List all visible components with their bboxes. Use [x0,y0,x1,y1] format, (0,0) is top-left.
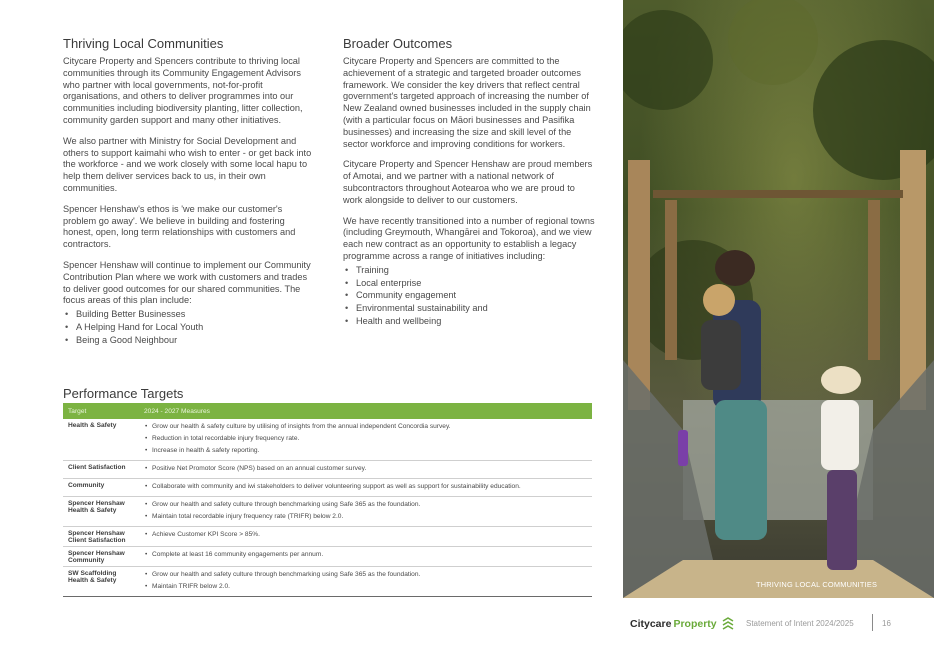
target-cell: Community [63,479,139,497]
table-row [63,497,592,527]
list-item: • Being a Good Neighbour [63,335,315,347]
photo-caption: THRIVING LOCAL COMMUNITIES [756,580,878,589]
list-item: • A Helping Hand for Local Youth [63,322,315,334]
list-item: • Health and wellbeing [343,316,595,328]
measure-item: • Grow our health and safety culture through benchmarking using Safe 365 as the foundation. [144,570,587,579]
measure-item: • Positive Net Promotor Score (NPS) based on an annual customer survey. [144,464,587,473]
measure-item: • Grow our health & safety culture by utilising of insights from the annual independent Concordia survey. [144,422,587,431]
measures-cell [139,479,592,497]
list-item: • Local enterprise [343,278,595,290]
target-cell: Health & Safety [63,419,139,461]
paragraph: We have recently transitioned into a number of regional towns (including Greymouth, Whangārei and Tokoroa), and we view each new contract as an opportunity to establish a legacy programme across a range of initiatives including: [343,215,595,261]
table-row [63,419,592,461]
measures-cell [139,497,592,527]
section-heading: Broader Outcomes [343,36,453,51]
measure-item: • Maintain total recordable injury frequency rate (TRIFR) below 2.0. [144,512,587,521]
logo-text-citycare: Citycare [630,618,672,630]
list-item: • Community engagement [343,290,595,302]
measures-cell [139,567,592,597]
table-header-row [63,403,592,419]
table-row [63,479,592,497]
target-cell: Client Satisfaction [63,461,139,479]
table-row [63,527,592,547]
photo-illustration [623,0,934,598]
page-number: 16 [882,619,891,628]
measure-item: • Complete at least 16 community engagements per annum. [144,550,587,559]
paragraph: Spencer Henshaw will continue to implement our Community Contribution Plan where we work with customers and trades to deliver good outcomes for our shared communities. The focus areas of this plan include: [63,259,311,306]
table-row [63,461,592,479]
table-row [63,547,592,567]
broader-outcomes-section [343,36,595,329]
footer-divider [872,614,873,631]
target-cell: Spencer Henshaw Client Satisfaction [63,527,139,547]
community-photo [623,0,934,598]
measure-item: • Increase in health & safety reporting. [144,446,587,455]
table-row [63,567,592,597]
measure-item: • Maintain TRIFR below 2.0. [144,582,587,591]
list-item: • Building Better Businesses [63,309,315,321]
thriving-communities-section [63,36,315,348]
paragraph: Citycare Property and Spencers contribute to thriving local communities through its Community Engagement Advisors who partner with local governments, not-for-profit organisations, and others to deliver programmes into our communities including biodiversity planting, litter collection, community garden support and many other initiatives. [63,56,303,125]
measure-item: • Collaborate with community and iwi stakeholders to deliver volunteering support as well as support for sustainability education. [144,482,587,491]
performance-targets-table [63,403,592,597]
paragraph: We also partner with Ministry for Social Development and others to support kaimahi who wish to enter - or get back into the workforce - and we work closely with some local hapu to help them deliver services back to us, in their own communities. [63,135,312,193]
target-cell: Spencer Henshaw Health & Safety [63,497,139,527]
list-item: • Training [343,265,595,277]
column-header-measures: 2024 - 2027 Measures [139,403,592,419]
initiative-list [343,265,595,328]
measures-cell [139,527,592,547]
target-cell: Spencer Henshaw Community [63,547,139,567]
measures-cell [139,461,592,479]
paragraph: Citycare Property and Spencer Henshaw are proud members of Amotai, and we partner with a national network of subcontractors throughout Aotearoa who we are proud to work alongside to deliver to our customers. [343,159,593,205]
column-header-target: Target [63,403,139,419]
performance-targets-title: Performance Targets [63,386,184,401]
document-title: Statement of Intent 2024/2025 [746,619,854,628]
paragraph: Spencer Henshaw's ethos is 'we make our customer's problem go away'. We believe in building and fostering honest, open, long term relationships with customers and contractors. [63,203,296,250]
logo-mark-icon [721,617,735,631]
paragraph: Citycare Property and Spencers are committed to the achievement of a strategic and targeted broader outcomes framework. We consider the key drivers that reflect central government's targeted approach of increasing the number of New Zealand owned businesses included in the supply chain (with a particular focus on Māori businesses and Pasifika businesses) and increasing the size and skill level of the sector workforce and improving conditions for workers. [343,56,591,149]
citycare-logo [630,617,735,631]
focus-area-list [63,309,315,346]
section-heading: Thriving Local Communities [63,36,224,51]
measure-item: • Grow our health and safety culture through benchmarking using Safe 365 as the foundation. [144,500,587,509]
measures-cell [139,419,592,461]
list-item: • Environmental sustainability and [343,303,595,315]
logo-text-property: Property [673,618,717,630]
target-cell: SW Scaffolding Health & Safety [63,567,139,597]
measure-item: • Reduction in total recordable injury frequency rate. [144,434,587,443]
measures-cell [139,547,592,567]
measure-item: • Achieve Customer KPI Score > 85%. [144,530,587,539]
